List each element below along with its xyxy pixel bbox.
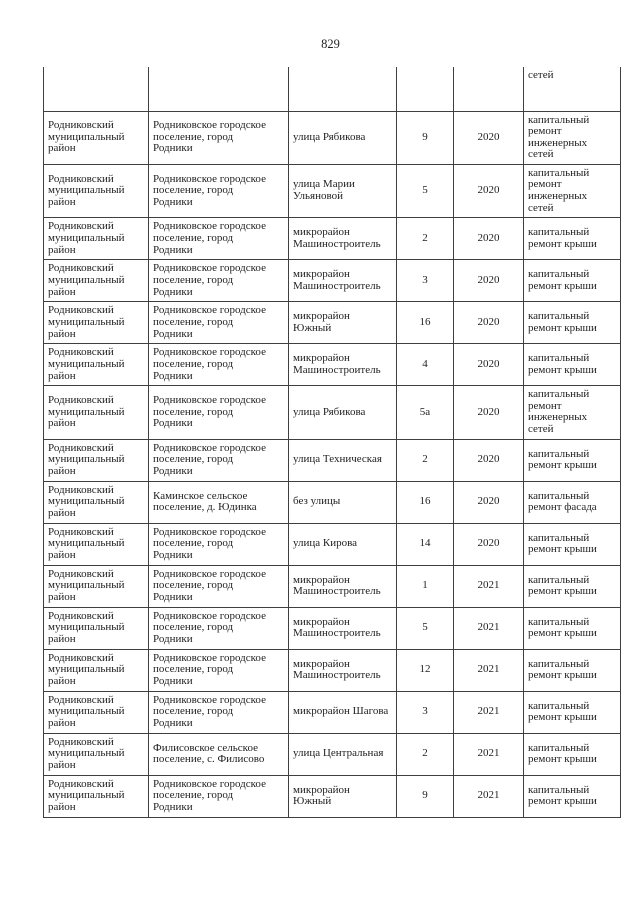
cell-work: капитальный ремонт крыши (524, 260, 621, 302)
table-row (44, 439, 621, 481)
cell-street: микрорайон Машиностроитель (289, 260, 397, 302)
cell-year: 2020 (454, 260, 524, 302)
cell-year: 2020 (454, 344, 524, 386)
cell-house: 14 (397, 523, 454, 565)
cell-district: Родниковский муниципальный район (44, 111, 149, 164)
cell-settlement: Родниковское городское поселение, город Родники (149, 302, 289, 344)
cell-year (454, 67, 524, 111)
cell-street: микрорайон Машиностроитель (289, 218, 397, 260)
cell-settlement: Родниковское городское поселение, город Родники (149, 164, 289, 217)
cell-work: капитальный ремонт крыши (524, 565, 621, 607)
cell-street: улица Центральная (289, 733, 397, 775)
table-row (44, 775, 621, 817)
cell-house: 3 (397, 691, 454, 733)
cell-work: капитальный ремонт крыши (524, 439, 621, 481)
cell-work: капитальный ремонт крыши (524, 607, 621, 649)
cell-district: Родниковский муниципальный район (44, 523, 149, 565)
cell-district: Родниковский муниципальный район (44, 218, 149, 260)
table-row (44, 111, 621, 164)
page-number: 829 (321, 37, 340, 51)
cell-district: Родниковский муниципальный район (44, 691, 149, 733)
cell-year: 2020 (454, 481, 524, 523)
cell-settlement: Родниковское городское поселение, город Родники (149, 111, 289, 164)
cell-year: 2020 (454, 302, 524, 344)
table-row (44, 260, 621, 302)
cell-year: 2020 (454, 523, 524, 565)
table-row (44, 386, 621, 439)
cell-street: микрорайон Шагова (289, 691, 397, 733)
cell-work: капитальный ремонт инженерных сетей (524, 164, 621, 217)
table-row (44, 733, 621, 775)
cell-district: Родниковский муниципальный район (44, 164, 149, 217)
cell-work: капитальный ремонт крыши (524, 649, 621, 691)
cell-work: капитальный ремонт фасада (524, 481, 621, 523)
table-row (44, 218, 621, 260)
cell-work: капитальный ремонт инженерных сетей (524, 111, 621, 164)
cell-settlement: Родниковское городское поселение, город Родники (149, 439, 289, 481)
cell-district: Родниковский муниципальный район (44, 733, 149, 775)
cell-district: Родниковский муниципальный район (44, 565, 149, 607)
cell-year: 2020 (454, 218, 524, 260)
cell-district: Родниковский муниципальный район (44, 302, 149, 344)
cell-settlement: Родниковское городское поселение, город Родники (149, 386, 289, 439)
cell-district: Родниковский муниципальный район (44, 775, 149, 817)
table-row (44, 481, 621, 523)
cell-year: 2020 (454, 111, 524, 164)
cell-settlement: Каминское сельское поселение, д. Юдинка (149, 481, 289, 523)
cell-settlement (149, 67, 289, 111)
cell-settlement: Филисовское сельское поселение, с. Филисово (149, 733, 289, 775)
cell-year: 2021 (454, 607, 524, 649)
cell-district: Родниковский муниципальный район (44, 260, 149, 302)
cell-year: 2021 (454, 691, 524, 733)
cell-settlement: Родниковское городское поселение, город Родники (149, 523, 289, 565)
cell-street: улица Техническая (289, 439, 397, 481)
table-row-continuation (44, 67, 621, 111)
cell-house: 3 (397, 260, 454, 302)
cell-district (44, 67, 149, 111)
cell-street: микрорайон Машиностроитель (289, 344, 397, 386)
cell-settlement: Родниковское городское поселение, город Родники (149, 775, 289, 817)
cell-house: 5 (397, 164, 454, 217)
cell-district: Родниковский муниципальный район (44, 386, 149, 439)
table-row (44, 523, 621, 565)
table-row (44, 607, 621, 649)
cell-street: улица Рябикова (289, 386, 397, 439)
cell-house: 16 (397, 302, 454, 344)
cell-district: Родниковский муниципальный район (44, 344, 149, 386)
table-row (44, 565, 621, 607)
cell-house: 4 (397, 344, 454, 386)
cell-work: капитальный ремонт крыши (524, 344, 621, 386)
cell-year: 2021 (454, 565, 524, 607)
cell-house: 2 (397, 218, 454, 260)
cell-work: капитальный ремонт крыши (524, 775, 621, 817)
cell-work: капитальный ремонт крыши (524, 523, 621, 565)
cell-work: капитальный ремонт крыши (524, 218, 621, 260)
cell-house: 2 (397, 439, 454, 481)
cell-street: микрорайон Южный (289, 302, 397, 344)
cell-year: 2021 (454, 775, 524, 817)
cell-year: 2020 (454, 164, 524, 217)
table-row (44, 691, 621, 733)
table-row (44, 164, 621, 217)
cell-house: 16 (397, 481, 454, 523)
cell-district: Родниковский муниципальный район (44, 607, 149, 649)
table-row (44, 344, 621, 386)
cell-house: 2 (397, 733, 454, 775)
cell-house: 12 (397, 649, 454, 691)
cell-settlement: Родниковское городское поселение, город Родники (149, 691, 289, 733)
cell-year: 2021 (454, 733, 524, 775)
cell-work: капитальный ремонт крыши (524, 691, 621, 733)
cell-settlement: Родниковское городское поселение, город Родники (149, 649, 289, 691)
cell-district: Родниковский муниципальный район (44, 439, 149, 481)
cell-street: без улицы (289, 481, 397, 523)
cell-street: микрорайон Машиностроитель (289, 649, 397, 691)
cell-year: 2020 (454, 386, 524, 439)
cell-house: 9 (397, 111, 454, 164)
cell-work: сетей (524, 67, 621, 111)
cell-work: капитальный ремонт инженерных сетей (524, 386, 621, 439)
cell-district: Родниковский муниципальный район (44, 649, 149, 691)
cell-work: капитальный ремонт крыши (524, 302, 621, 344)
cell-street: микрорайон Южный (289, 775, 397, 817)
cell-settlement: Родниковское городское поселение, город Родники (149, 607, 289, 649)
cell-settlement: Родниковское городское поселение, город Родники (149, 565, 289, 607)
cell-street (289, 67, 397, 111)
cell-settlement: Родниковское городское поселение, город Родники (149, 260, 289, 302)
table-row (44, 302, 621, 344)
cell-street: улица Марии Ульяновой (289, 164, 397, 217)
cell-work: капитальный ремонт крыши (524, 733, 621, 775)
cell-district: Родниковский муниципальный район (44, 481, 149, 523)
cell-settlement: Родниковское городское поселение, город Родники (149, 218, 289, 260)
repair-table-body (44, 67, 621, 817)
cell-house (397, 67, 454, 111)
cell-house: 9 (397, 775, 454, 817)
cell-street: улица Кирова (289, 523, 397, 565)
cell-house: 5 (397, 607, 454, 649)
cell-street: микрорайон Машиностроитель (289, 607, 397, 649)
cell-year: 2021 (454, 649, 524, 691)
cell-street: микрорайон Машиностроитель (289, 565, 397, 607)
cell-house: 1 (397, 565, 454, 607)
cell-house: 5а (397, 386, 454, 439)
cell-street: улица Рябикова (289, 111, 397, 164)
cell-year: 2020 (454, 439, 524, 481)
table-row (44, 649, 621, 691)
cell-settlement: Родниковское городское поселение, город Родники (149, 344, 289, 386)
repair-program-table (43, 67, 621, 818)
